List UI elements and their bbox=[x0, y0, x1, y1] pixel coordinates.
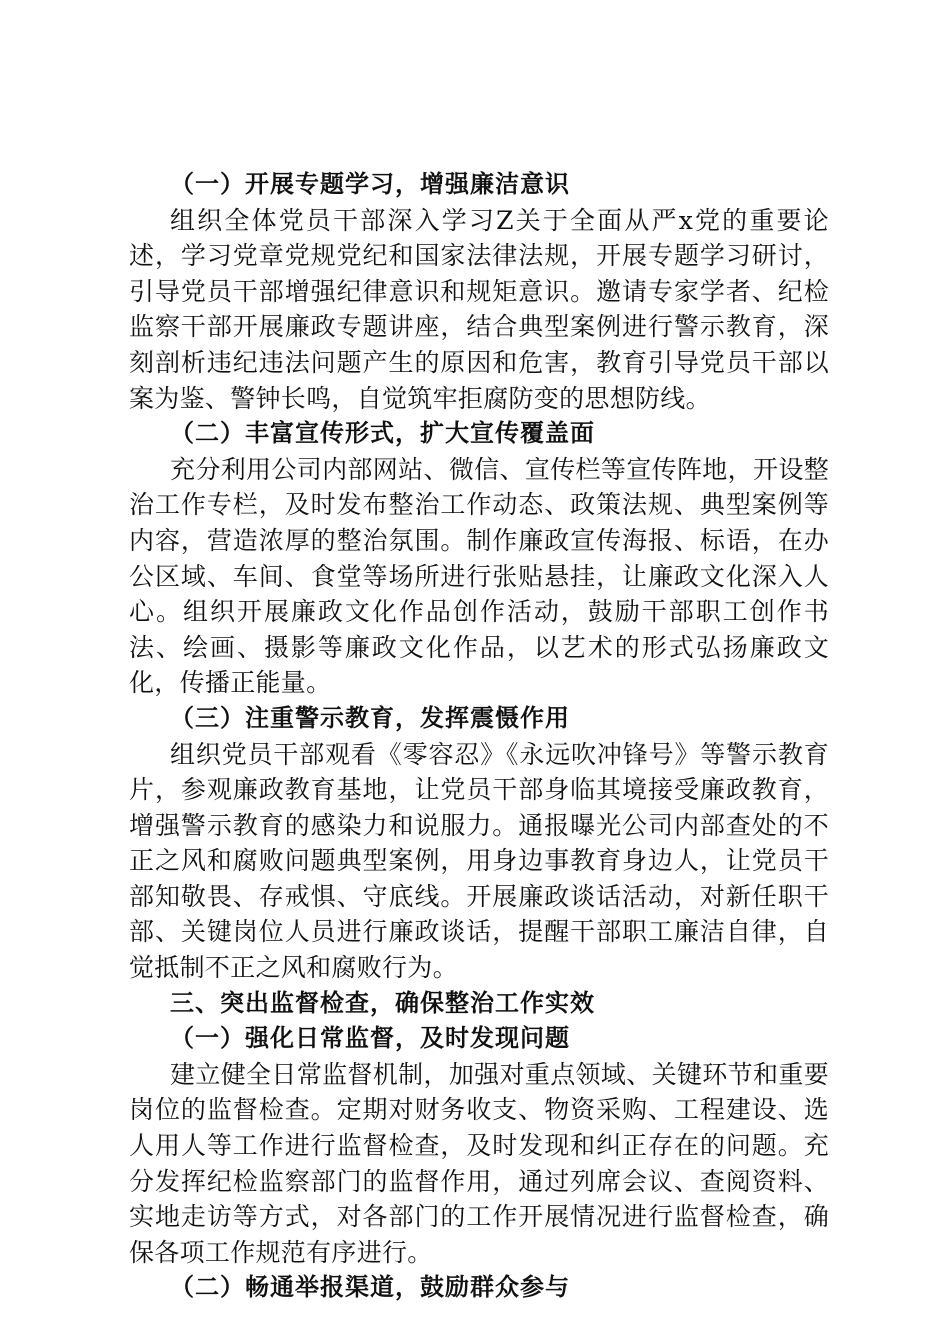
document-body bbox=[129, 167, 829, 1306]
section-heading-publicity: （二）丰富宣传形式，扩大宣传覆盖面 bbox=[170, 419, 595, 448]
paragraph-daily-supervision: 建立健全日常监督机制，加强对重点领域、关键环节和重要岗位的监督检查。定期对财务收支、物资采购、工程建设、选人用人等工作进行监督检查，及时发现和纠正存在的问题。充分发挥纪检监察部门的监督作用，通过列席会议、查阅资料、实地走访等方式，对各部门的工作开展情况进行监督检查，确保各项工作规范有序进行。 bbox=[129, 1059, 829, 1267]
section-heading-daily-supervision: （一）强化日常监督，及时发现问题 bbox=[170, 1024, 570, 1053]
paragraph-warning: 组织党员干部观看《零容忍》《永远吹冲锋号》等警示教育片，参观廉政教育基地，让党员干部身临其境接受廉政教育，增强警示教育的感染力和说服力。通报曝光公司内部查处的不正之风和腐败问题典型案例，用身边事教育身边人，让党员干部知敬畏、存戒惧、守底线。开展廉政谈话活动，对新任职干部、关键岗位人员进行廉政谈话，提醒干部职工廉洁自律，自觉抵制不正之风和腐败行为。 bbox=[129, 739, 829, 983]
section-heading-reporting: （二）畅通举报渠道，鼓励群众参与 bbox=[170, 1273, 570, 1302]
paragraph-publicity: 充分利用公司内部网站、微信、宣传栏等宣传阵地，开设整治工作专栏，及时发布整治工作动态、政策法规、典型案例等内容，营造浓厚的整治氛围。制作廉政宣传海报、标语，在办公区域、车间、食堂等场所进行张贴悬挂，让廉政文化深入人心。组织开展廉政文化作品创作活动，鼓励干部职工创作书法、绘画、摄影等廉政文化作品，以艺术的形式弘扬廉政文化，传播正能量。 bbox=[129, 454, 829, 698]
section-heading-study: （一）开展专题学习，增强廉洁意识 bbox=[170, 170, 570, 198]
chapter-heading-supervision: 三、突出监督检查，确保整治工作实效 bbox=[170, 988, 595, 1017]
paragraph-study: 组织全体党员干部深入学习Z关于全面从严x党的重要论述，学习党章党规党纪和国家法律法规，开展专题学习研讨，引导党员干部增强纪律意识和规矩意识。邀请专家学者、纪检监察干部开展廉政专题讲座，结合典型案例进行警示教育，深刻剖析违纪违法问题产生的原因和危害，教育引导党员干部以案为鉴、警钟长鸣，自觉筑牢拒腐防变的思想防线。 bbox=[129, 205, 829, 413]
section-heading-warning: （三）注重警示教育，发挥震慑作用 bbox=[170, 703, 570, 732]
